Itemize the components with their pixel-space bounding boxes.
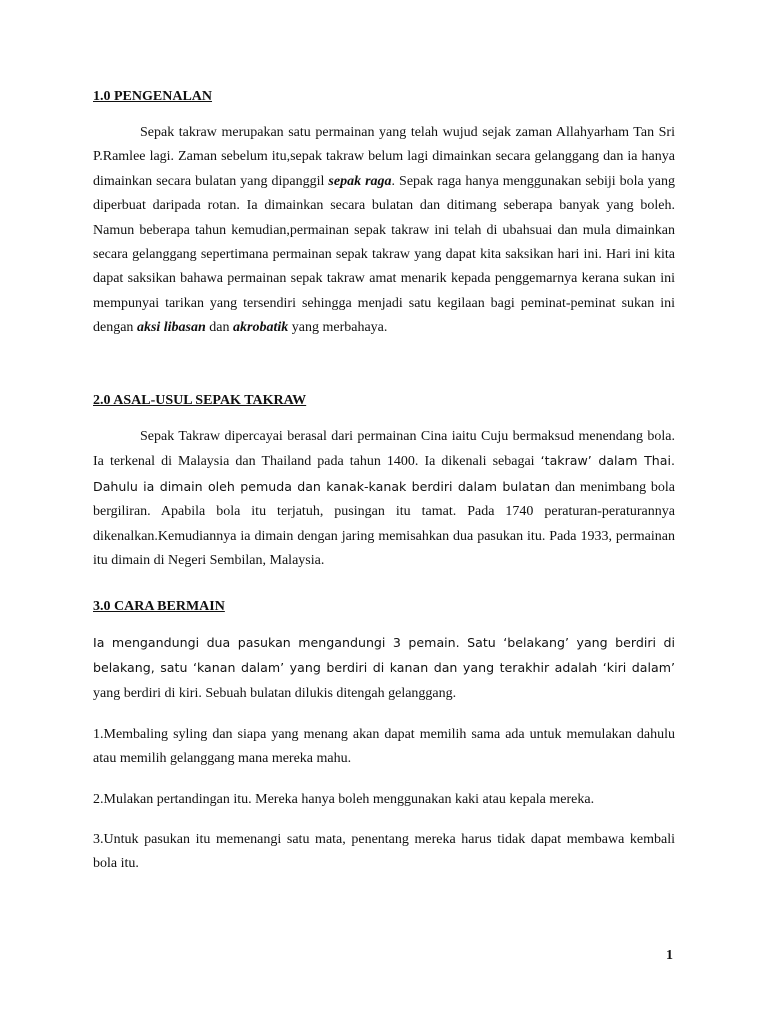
section-1-text-b: . Sepak raga hanya menggunakan sebiji bola yang diperbuat daripada rotan. Ia dimainkan secara bulatan dan ditimang seberapa banyak yang boleh. Namun beberapa tahun kemudian,permainan sepak takraw ini telah di ubahsuai dan mula dimainkan secara gelanggang sepertimana permainan sepak takraw yang dapat kita saksikan hari ini. Hari ini kita dapat saksikan bahawa permainan sepak takraw amat menarik kepada penggemarnya kerana sukan ini mempunyai tarikan yang tersendiri sehingga menjadi satu kegilaan bagi peminat-peminat sukan ini dengan <box>93 173 675 336</box>
section-3-text-b: yang berdiri di kiri. Sebuah bulatan dilukis ditengah gelanggang. <box>93 685 457 701</box>
term-aksi-libasan: aksi libasan <box>136 320 206 336</box>
section-2-paragraph <box>93 425 675 573</box>
step-2: 2.Mulakan pertandingan itu. Mereka hanya boleh menggunakan kaki atau kepala mereka. <box>93 792 595 807</box>
section-1-text-c: dan <box>205 320 234 336</box>
section-2-text-c: dan menimbang bola bergiliran. Apabila bola itu terjatuh, pusingan itu tamat. Pada 1740 peraturan-peraturannya dikenalkan.Kemudiannya ia dimain dengan jaring memisahkan dua pasukan itu. Pada 1933, permainan itu dimain di Negeri Sembilan, Malaysia. <box>93 479 675 569</box>
step-3: 3.Untuk pasukan itu memenangi satu mata, penentang mereka harus tidak dapat membawa kembali bola itu. <box>93 832 675 872</box>
section-3-paragraph <box>93 631 675 706</box>
step-1: 1.Membaling syling dan siapa yang menang akan dapat memilih sama ada untuk memulakan dahulu atau memilih gelanggang mana mereka mahu. <box>93 727 675 767</box>
section-3-heading: 3.0 CARA BERMAIN <box>93 599 225 614</box>
section-1-text-a: Sepak takraw merupakan satu permainan yang telah wujud sejak zaman Allahyarham Tan Sri P.Ramlee lagi. Zaman sebelum itu,sepak takraw belum lagi dimainkan secara gelanggang dan ia hanya dimainkan secara bulatan yang dipanggil <box>93 125 675 189</box>
section-3-text-a: Ia mengandungi dua pasukan mengandungi 3 pemain. Satu ‘belakang’ yang berdiri di belakang, satu ‘kanan dalam’ yang berdiri di kanan dan yang terakhir adalah ‘kiri dalam’ <box>93 635 675 676</box>
term-sepak-raga: sepak raga <box>328 173 392 189</box>
section-2-heading: 2.0 ASAL-USUL SEPAK TAKRAW <box>93 393 307 408</box>
page-number: 1 <box>666 948 673 963</box>
section-1-paragraph <box>93 121 675 341</box>
term-akrobatik: akrobatik <box>233 320 289 336</box>
section-2-text-b: ‘takraw’ dalam Thai. Dahulu ia dimain oleh pemuda dan kanak-kanak berdiri dalam bulatan <box>93 453 675 494</box>
section-2-text-a: Sepak Takraw dipercayai berasal dari permainan Cina iaitu Cuju bermaksud menendang bola. Ia terkenal di Malaysia dan Thailand pada tahun 1400. Ia dikenali sebagai <box>93 429 675 470</box>
section-1-text-d: yang merbahaya. <box>288 320 388 336</box>
section-1-heading: 1.0 PENGENALAN <box>93 89 213 104</box>
